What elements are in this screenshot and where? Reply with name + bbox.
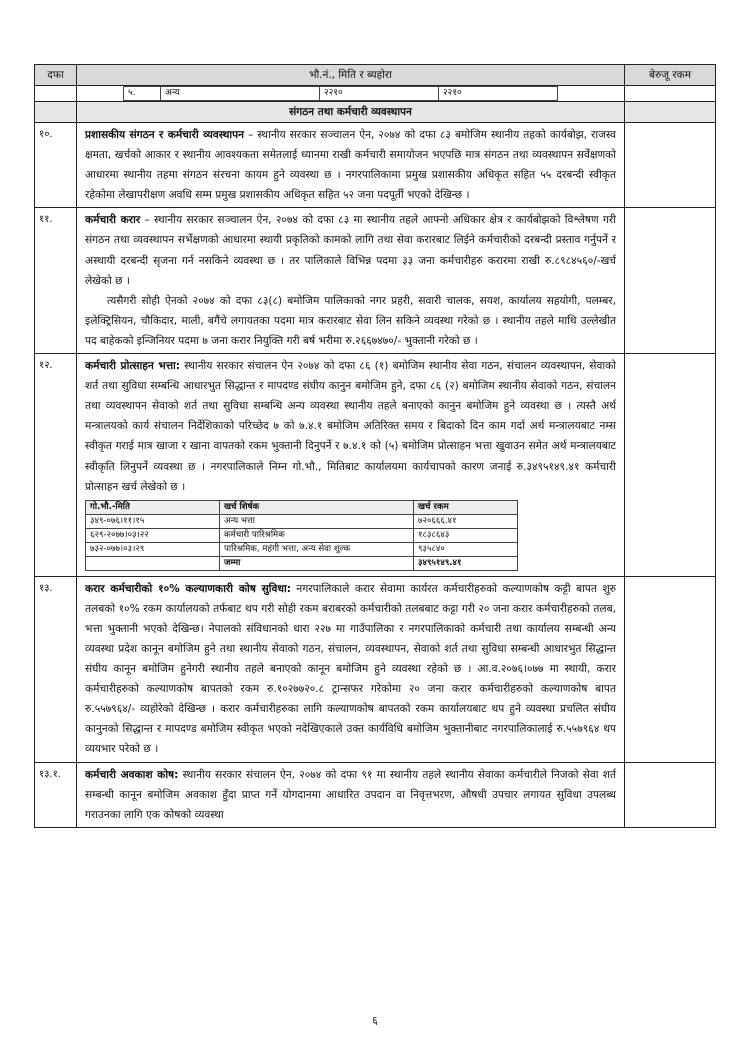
total-value: ३४९५१४९.४१ (414, 556, 518, 570)
table-row (35, 762, 715, 827)
section-title-row (35, 101, 715, 122)
table-row (35, 576, 715, 762)
section-title: संगठन तथा कर्मचारी व्यवस्थापन (77, 102, 625, 122)
item-heading: प्रशासकीय संगठन र कर्मचारी व्यवस्थापन (85, 129, 245, 141)
header-col-section: दफा (35, 65, 77, 85)
item-number: १३. (35, 577, 77, 762)
incentive-col-amount: खर्च रकम (414, 500, 518, 514)
audit-table (34, 64, 716, 828)
table-row (35, 85, 715, 101)
item-heading: कर्मचारी करार (85, 214, 141, 227)
item-number: १२. (35, 354, 77, 576)
incentive-col-head: खर्च शिर्षक (220, 500, 414, 514)
table-row (35, 353, 715, 576)
item-heading: करार कर्मचारीको १०% कल्याणकारी कोष सुविधा: (85, 582, 291, 595)
item-text: – स्थानीय सरकार सञ्चालन ऐन, २०७४ को दफा ८३ बमोजिम स्थानीय तहको कार्यबोझ, राजस्व क्षमता, खर्चको आकार र स्थानीय आवश्यकता समेतलाई ध्यानमा राखी कर्मचारी समायोजन भएपछि मात्र संगठन तथा व्यवस्थापन सर्वेक्षणको आधारमा स्थानीय तहमा संगठन संरचना कायम हुने व्यवस्था छ । नगरपालिकामा प्रमुख प्रशासकीय अधिकृत सहित ५५ दरबन्दी स्वीकृत रहेकोमा लेखापरीक्षण अवधि सम्म प्रमुख प्रशासकीय अधिकृत सहित ५२ जना पदपूर्ती भएको देखिन्छ । (85, 129, 616, 202)
item-number: १०. (35, 123, 77, 207)
item-text-2: त्यसैगरी सोही ऐनको २०७४ को दफा ८३(८) बमोजिम पालिकाको नगर प्रहरी, सवारी चालक, सयश, कार्यालय सहयोगी, पलम्बर, इलेक्ट्रिसियन, चौकिदार, माली, बगैंचे लगायतका पदमा मात्र करारबाट सेवा लिन सकिने व्यवस्था गरेको छ । स्थानीय तहले माथि उल्लेखीत पद बाहेकको इन्जिनियर पदमा ७ जना करार नियुक्ति गरी बर्ष भरीमा रु.२६६७४७०/- भुक्तानी गरेको छ । (85, 294, 616, 347)
header-col-amount: बेरुजू रकम (625, 65, 715, 85)
table-row: ६२९-२०७७।०३।२२ कर्मचारी पारिश्रमिक १८३८६४३ (86, 528, 518, 542)
item-number: ११. (35, 208, 77, 353)
item-text: – स्थानीय सरकार सञ्चालन ऐन, २०७४ को दफा ८३ मा स्थानीय तहले आफ्नो अधिकार क्षेत्र र कार्यबोझको विश्लेषण गरी संगठन तथा व्यवस्थापन सर्भेक्षणको आधारमा स्थायी प्रकृतिको कामको लागि तथा सेवा करारबाट लिईने कर्मचारीको दरबन्दी प्रस्ताव गर्नुपर्ने र अस्थायी दरबन्दी सृजना गर्न नसकिने व्यवस्था छ । तर पालिकाले विभिन्न पदमा ३३ जना कर्मचारीहरु करारमा राखी रु.८९८४५६०/-खर्च लेखेको छ । (85, 214, 616, 287)
item-text: नगरपालिकाले करार सेवामा कार्यरत कर्मचारीहरुको कल्याणकोष कट्टी बापत शुरु तलबको १०% रकम कार्यालयको तर्फबाट थप गरी सोही रकम बराबरको कर्मचारीको तलबबाट कट्टा गरी २० जना करार कर्मचारीहरुको तलब, भत्ता भुक्तानी भएको देखिन्छ। नेपालको संविधानको धारा २२७ मा गाउँपालिका र नगरपालिकाको कर्मचारी तथा कार्यालय सम्बन्धी अन्य व्यवस्था प्रदेश कानून बमोजिम हुने तथा स्थानीय सेवाको गठन, संचालन, व्यवस्थापन, सेवाको शर्त तथा सुविधा सम्बन्धी आधारभुत सिद्धान्त संघीय कानून बमोजिम हुनेगरी स्थानीय तहले बनाएको कानून बमोजिम हुने व्यवस्था रहेको छ । आ.व.२०७६।०७७ मा स्थायी, करार कर्मचारीहरुको कल्याणकोष बापतको रकम रु.१०२७७२०.८ ट्रान्सफर गरेकोमा २० जना करार कर्मचारीहरुको कल्याणकोष बापत रु.५५७९६४/- व्यहोरेको देखिन्छ । करार कर्मचारीहरुका लागि कल्याणकोष बापतको रकम कार्यालयबाट थप हुने व्यवस्था प्रचलित संघीय कानुनको सिद्धान्त र मापदण्ड बमोजिम स्वीकृत भएको नदेखिएकाले उक्त कार्यविधि बमोजिम भुक्तानीबाट नगरपालिकालाई रु.५५७९६४ थप व्ययभार परेको छ । (85, 582, 616, 756)
table-header (35, 65, 715, 85)
total-label: जम्मा (220, 556, 414, 570)
item-heading: कर्मचारी प्रोत्साहन भत्ता: (85, 360, 181, 373)
incentive-table (85, 500, 518, 571)
item-heading: कर्मचारी अवकाश कोष: (85, 768, 179, 781)
table-row: ३४९-०७६।११।१५ अन्य भत्ता ७२०६६६.४१ (86, 514, 518, 528)
table-row: ७३२-०७७।०३।२९ पारिश्रमिक, महंगी भत्ता, अन्य सेवा शुल्क ९३५८४० (86, 542, 518, 556)
table-row (35, 207, 715, 353)
item-text: स्थानीय सरकार संचालन ऐन २०७४ को दफा ८६ (१) बमोजिम स्थानीय सेवा गठन, संचालन व्यवस्थापन, सेवाको शर्त तथा सुविधा सम्बन्धि आधारभुत सिद्धान्त र मापदण्ड संघीय कानुन बमोजिम हुने, दफा ८६ (२) बमोजिम स्थानीय सेवाको गठन, संचालन तथा व्यवस्थापन सेवाको शर्त तथा सुविधा सम्बन्धि अन्य व्यवस्था स्थानीय तहले बनाएको कानुन बमोजिम हुने व्यवस्था छ । त्यस्तै अर्थ मन्त्रालयको कार्य संचालन निर्देशिकाको परिच्छेद ७ को ७.४.१ बमोजिम अतिरिक्त समय र बिदाको दिन काम गर्दा अर्थ मन्त्रालयबाट नम्स स्वीकृत गराई मात्र खाजा र खाना वापतको रकम भुक्तानी दिनुपर्ने र ७.४.१ को (५) बमोजिम प्रोत्साहन भत्ता खुवाउन समेत अर्थ मन्त्रालयबाट स्वीकृति लिनुपर्ने व्यवस्था छ । नगरपालिकाले निम्न गो.भौ., मितिबाट कार्यालयमा कार्यचापको कारण जनाई रु.३४९५१४९.४१ कर्मचारी प्रोत्साहन खर्च लेखेको छ । (85, 360, 616, 493)
page-number: ६ (372, 1014, 378, 1027)
total-row (86, 556, 518, 570)
subtable-label: अन्य (161, 87, 320, 101)
carryover-subtable (123, 86, 558, 101)
table-row (35, 122, 715, 207)
item-text: स्थानीय सरकार संचालन ऐन, २०७४ को दफा ९१ मा स्थानीय तहले स्थानीय सेवाका कर्मचारीले निजको सेवा शर्त सम्बन्धी कानून बमोजिम अवकाश हुँदा प्राप्त गर्ने योगदानमा आधारित उपदान वा निवृत्तभरण, औषधी उपचार लगायत सुविधा उपलब्ध गराउनका लागि एक कोषको व्यवस्था (85, 768, 616, 821)
subtable-value-1: २२१० (320, 87, 439, 101)
item-number: १३.१. (35, 763, 77, 827)
subtable-num: ५. (124, 87, 161, 101)
subtable-value-2: २२१० (439, 87, 558, 101)
incentive-col-voucher: गो.भौ.-मिति (86, 500, 220, 514)
header-col-description: भौ.नं., मिति र ब्यहोरा (77, 65, 625, 85)
